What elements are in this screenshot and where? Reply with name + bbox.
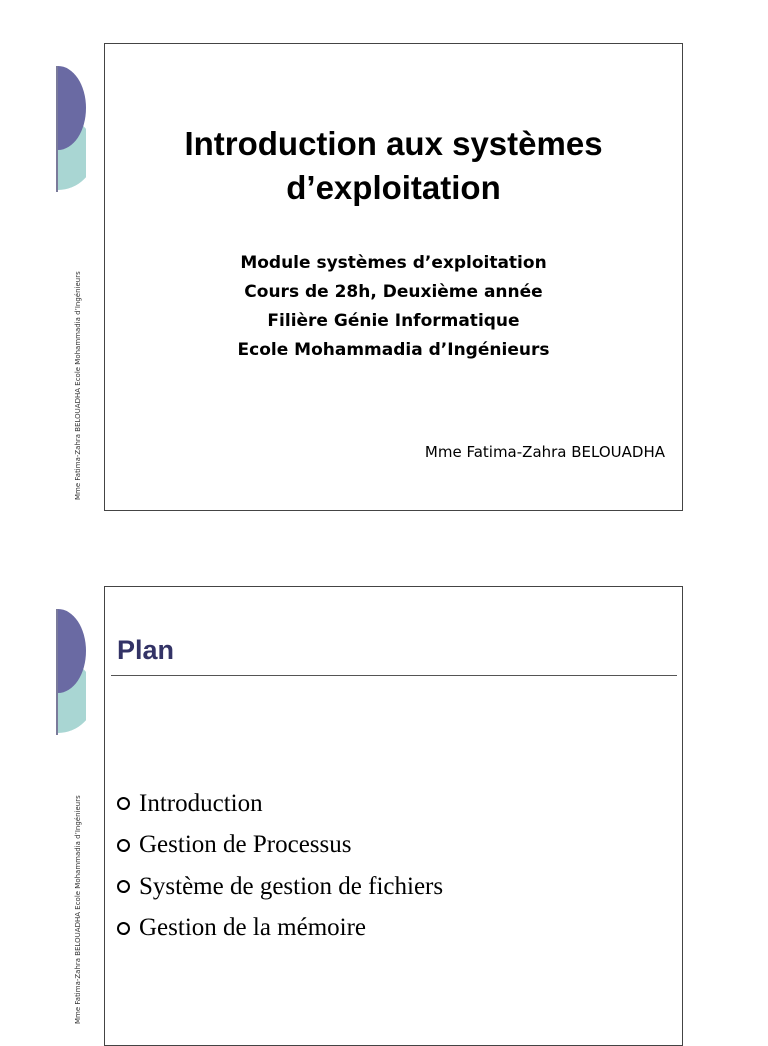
- bullet-circle-icon: [117, 839, 130, 852]
- author-name: Mme Fatima-Zahra BELOUADHA: [424, 443, 665, 461]
- plan-title: Plan: [117, 635, 175, 665]
- slide1-decoration: [56, 66, 86, 192]
- title-divider: [111, 675, 677, 676]
- list-item: Introduction: [117, 783, 443, 825]
- list-item: Gestion de Processus: [117, 825, 443, 867]
- list-item: Système de gestion de fichiers: [117, 866, 443, 908]
- slide2-decoration: [56, 609, 86, 735]
- bullet-circle-icon: [117, 797, 130, 810]
- bullet-circle-icon: [117, 922, 130, 935]
- presentation-title: Introduction aux systèmes d’exploitation: [184, 125, 603, 206]
- plan-list: [117, 783, 443, 949]
- course-details: Module systèmes d’exploitation Cours de 28h, Deuxième année Filière Génie Informatique Ecole Mohammadia d’Ingénieurs: [237, 253, 550, 360]
- plan-slide: [104, 586, 683, 1046]
- list-item: Gestion de la mémoire: [117, 908, 443, 950]
- title-slide: [104, 43, 683, 511]
- bullet-circle-icon: [117, 880, 130, 893]
